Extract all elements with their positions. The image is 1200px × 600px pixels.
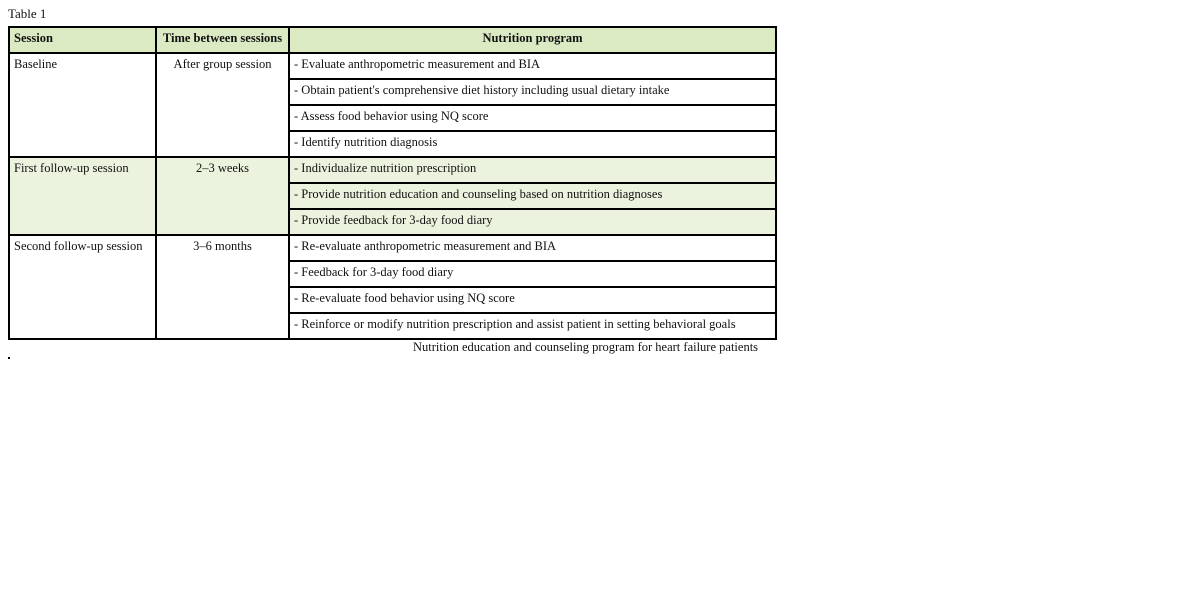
program-item: - Re-evaluate food behavior using NQ score (289, 287, 776, 313)
table-row (9, 157, 776, 183)
table-caption: Nutrition education and counseling program for heart failure patients (413, 340, 759, 354)
table-header-row (9, 27, 776, 53)
session-cell-second-follow-up: Second follow-up session (9, 235, 156, 339)
program-item: - Re-evaluate anthropometric measurement and BIA (289, 235, 776, 261)
table-label: Table 1 (8, 6, 47, 21)
time-cell-first-follow-up: 2–3 weeks (156, 157, 289, 235)
program-item: - Reinforce or modify nutrition prescription and assist patient in setting behavioral goals (289, 313, 776, 339)
table-body (9, 53, 776, 339)
time-cell-baseline: After group session (156, 53, 289, 157)
program-item: - Provide feedback for 3-day food diary (289, 209, 776, 235)
time-cell-second-follow-up: 3–6 months (156, 235, 289, 339)
header-time-between-sessions: Time between sessions (156, 27, 289, 53)
program-item: - Individualize nutrition prescription (289, 157, 776, 183)
table-row (9, 53, 776, 79)
program-item: - Feedback for 3-day food diary (289, 261, 776, 287)
header-nutrition-program: Nutrition program (289, 27, 776, 53)
program-item: - Provide nutrition education and counseling based on nutrition diagnoses (289, 183, 776, 209)
stray-dot (8, 357, 10, 359)
session-cell-first-follow-up: First follow-up session (9, 157, 156, 235)
program-item: - Assess food behavior using NQ score (289, 105, 776, 131)
nutrition-program-table (8, 26, 777, 340)
session-cell-baseline: Baseline (9, 53, 156, 157)
header-session: Session (9, 27, 156, 53)
program-item: - Obtain patient's comprehensive diet history including usual dietary intake (289, 79, 776, 105)
program-item: - Evaluate anthropometric measurement and BIA (289, 53, 776, 79)
table-row (9, 235, 776, 261)
program-item: - Identify nutrition diagnosis (289, 131, 776, 157)
